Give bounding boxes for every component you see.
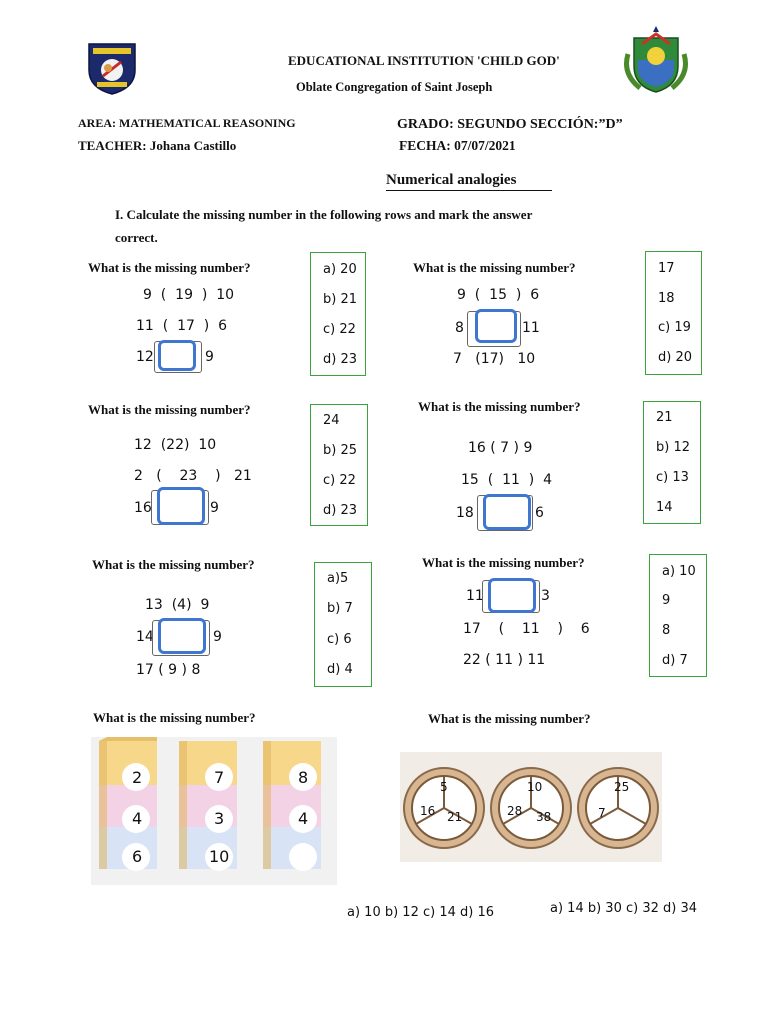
analogy-row: 9 ( 19 ) 10 <box>143 287 235 303</box>
analogy-row-left: 8 <box>455 320 464 336</box>
option-b[interactable]: b) 7 <box>327 601 353 616</box>
analogy-row-right: 11 <box>522 320 540 336</box>
analogy-row-left: 16 <box>134 500 152 516</box>
block-number: 8 <box>298 768 309 787</box>
title-underline <box>386 190 552 191</box>
question-label: What is the missing number? <box>88 402 251 417</box>
circles-question: What is the missing number? <box>428 711 591 726</box>
option-a[interactable]: 17 <box>658 261 675 276</box>
wheel-number: 21 <box>447 810 463 824</box>
option-d[interactable]: d) 7 <box>662 653 688 668</box>
analogy-row: 15 ( 11 ) 4 <box>461 472 553 488</box>
option-b[interactable]: 18 <box>658 291 675 306</box>
analogy-row-right: 9 <box>205 349 214 365</box>
block-number: 2 <box>132 768 143 787</box>
question-label: What is the missing number? <box>422 555 585 570</box>
analogy-row: 17 ( 11 ) 6 <box>463 621 590 637</box>
answer-blank[interactable] <box>157 487 205 525</box>
option-c[interactable]: c) 13 <box>656 470 689 485</box>
analogy-row: 11 ( 17 ) 6 <box>136 318 228 334</box>
options-box <box>643 401 701 524</box>
option-c[interactable]: c) 22 <box>323 473 356 488</box>
option-b[interactable]: 9 <box>662 593 671 608</box>
analogy-row: 22 ( 11 ) 11 <box>463 652 546 668</box>
blocks-image <box>91 737 337 885</box>
analogy-row-left: 14 <box>136 629 154 645</box>
block-column <box>263 741 321 871</box>
school-crest-logo <box>85 40 139 96</box>
wheel-number: 38 <box>536 810 552 824</box>
option-d[interactable]: 14 <box>656 500 673 515</box>
options-box <box>310 404 368 526</box>
options-box <box>645 251 702 375</box>
analogy-row-right: 9 <box>210 500 219 516</box>
option-a[interactable]: 24 <box>323 413 340 428</box>
analogy-row: 13 (4) 9 <box>145 597 210 613</box>
wheel-number: 16 <box>420 804 436 818</box>
block-column <box>99 737 157 871</box>
option-d[interactable]: d) 20 <box>658 350 692 365</box>
block-number: 10 <box>209 847 230 866</box>
answer-blank[interactable] <box>158 618 206 654</box>
wheel-number: 7 <box>598 806 606 820</box>
wheel-number: 10 <box>527 780 543 794</box>
options-box <box>314 562 372 687</box>
grade-label: GRADO: SEGUNDO SECCIÓN:”D” <box>397 117 623 132</box>
question-label: What is the missing number? <box>413 260 576 275</box>
block-number: 4 <box>298 809 309 828</box>
option-d[interactable]: d) 23 <box>323 352 357 367</box>
coat-of-arms-logo <box>620 24 692 98</box>
analogy-row-left: 11 <box>466 588 484 604</box>
answer-blank[interactable] <box>475 309 517 343</box>
wheel-number: 25 <box>614 780 630 794</box>
question-label: What is the missing number? <box>88 260 251 275</box>
blocks-question: What is the missing number? <box>93 710 256 725</box>
question-label: What is the missing number? <box>418 399 581 414</box>
answer-blank[interactable] <box>483 494 531 530</box>
option-a[interactable]: 21 <box>656 410 673 425</box>
option-d[interactable]: d) 4 <box>327 662 353 677</box>
option-a[interactable]: a)5 <box>327 571 349 586</box>
blocks-answer-options[interactable]: a) 10 b) 12 c) 14 d) 16 <box>347 905 494 920</box>
analogy-row: 2 ( 23 ) 21 <box>134 468 252 484</box>
analogy-row: 12 (22) 10 <box>134 437 217 453</box>
instruction-line-1: I. Calculate the missing number in the following rows and mark the answer <box>115 207 533 222</box>
option-c[interactable]: 8 <box>662 623 671 638</box>
block-number: 7 <box>214 768 225 787</box>
wheel-number: 5 <box>440 780 448 794</box>
option-c[interactable]: c) 19 <box>658 320 691 335</box>
option-a[interactable]: a) 20 <box>323 262 357 277</box>
date-label: FECHA: 07/07/2021 <box>399 138 516 153</box>
analogy-row: 17 ( 9 ) 8 <box>136 662 201 678</box>
analogy-row: 9 ( 15 ) 6 <box>457 287 540 303</box>
congregation-name: Oblate Congregation of Saint Joseph <box>296 80 493 94</box>
page-title: Numerical analogies <box>386 172 517 188</box>
teacher-label: TEACHER: Johana Castillo <box>78 138 237 153</box>
option-b[interactable]: b) 12 <box>656 440 690 455</box>
school-crest-icon <box>85 40 139 96</box>
analogy-row-right: 6 <box>535 505 544 521</box>
block-number: 4 <box>132 809 143 828</box>
block-number: 3 <box>214 809 225 828</box>
analogy-row-right: 3 <box>541 588 550 604</box>
option-b[interactable]: b) 21 <box>323 292 357 307</box>
wheel-number: 28 <box>507 804 523 818</box>
options-box <box>310 252 366 376</box>
option-b[interactable]: b) 25 <box>323 443 357 458</box>
block-number: 6 <box>132 847 143 866</box>
answer-blank[interactable] <box>488 578 536 613</box>
circles-image <box>400 752 662 862</box>
options-box <box>649 554 707 677</box>
option-d[interactable]: d) 23 <box>323 503 357 518</box>
analogy-row-left: 12 <box>136 349 154 365</box>
circles-answer-options[interactable]: a) 14 b) 30 c) 32 d) 34 <box>550 901 697 916</box>
analogy-row: 16 ( 7 ) 9 <box>468 440 533 456</box>
question-label: What is the missing number? <box>92 557 255 572</box>
analogy-row-right: 9 <box>213 629 222 645</box>
coat-of-arms-icon <box>620 24 692 98</box>
answer-blank[interactable] <box>158 340 196 371</box>
analogy-row-left: 18 <box>456 505 474 521</box>
option-a[interactable]: a) 10 <box>662 564 696 579</box>
option-c[interactable]: c) 22 <box>323 322 356 337</box>
instruction-line-2: correct. <box>115 230 158 245</box>
option-c[interactable]: c) 6 <box>327 632 352 647</box>
analogy-row: 7 (17) 10 <box>453 351 536 367</box>
area-label: AREA: MATHEMATICAL REASONING <box>78 116 296 130</box>
institution-name: EDUCATIONAL INSTITUTION 'CHILD GOD' <box>288 53 560 68</box>
